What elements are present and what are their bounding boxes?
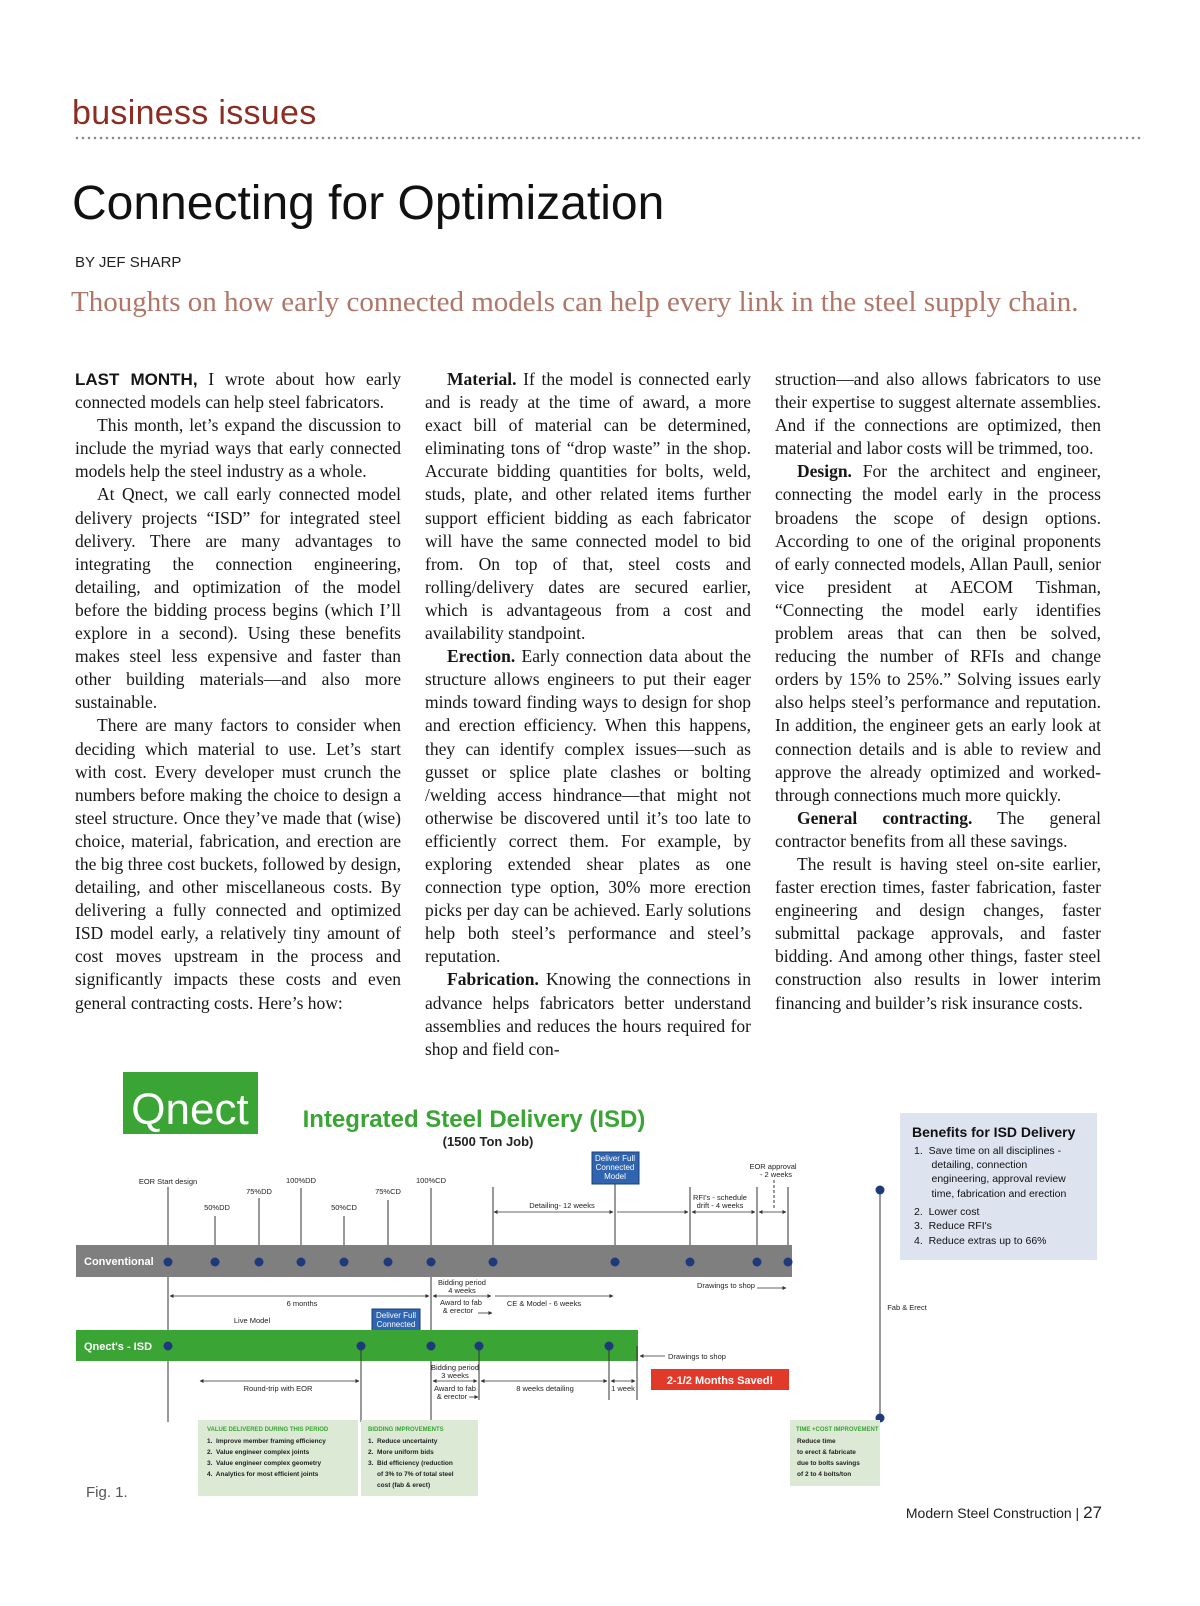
figure-subtitle: (1500 Ton Job) <box>442 1134 534 1149</box>
svg-text:Award to fab: Award to fab <box>440 1298 482 1307</box>
svg-text:1. Save time on all disciplin: 1. Save time on all disciplines - <box>914 1145 1062 1157</box>
svg-text:Model: Model <box>604 1172 626 1181</box>
paragraph-design: Design. For the architect and engineer, connecting the model early in the process broadens the scope of design options. According to one of the original proponents of early connected models, Allan Paull, senior vice president at AECOM Tishman, “Connecting the model early identifies problem areas that can then be solved, reducing the number of RFIs and change orders by 15% to 25%.” Solving issues early also helps steel’s performance and reputation. In addition, the engineer gets an early look at connection details and is able to review and approve the already optimized and worked-through connections much more quickly. <box>775 461 1101 805</box>
svg-text:6 months: 6 months <box>286 1299 318 1308</box>
svg-text:Live Model: Live Model <box>233 1316 271 1325</box>
svg-text:RFI's - schedule: RFI's - schedule <box>693 1193 747 1202</box>
svg-text:- 2 weeks: - 2 weeks <box>759 1170 793 1179</box>
svg-text:Connected: Connected <box>595 1163 635 1172</box>
section-label: business issues <box>72 94 317 132</box>
svg-text:2. Lower cost: 2. Lower cost <box>914 1206 980 1218</box>
deck-subtitle: Thoughts on how early connected models can help every link in the steel supply chain. <box>71 286 1079 318</box>
svg-text:EOR Start design: EOR Start design <box>138 1177 198 1186</box>
logo-text: Qnect <box>131 1085 249 1134</box>
svg-text:1. Improve member framing eff: 1. Improve member framing efficiency <box>207 1438 326 1445</box>
svg-text:Deliver Full: Deliver Full <box>594 1154 636 1163</box>
svg-text:& erector: & erector <box>442 1306 474 1315</box>
svg-text:Drawings to shop: Drawings to shop <box>697 1281 755 1290</box>
svg-text:100%CD: 100%CD <box>415 1176 447 1185</box>
page-number: 27 <box>1083 1503 1102 1522</box>
article-column-2 <box>425 368 751 1061</box>
paragraph-general-contracting: General contracting. The general contractor benefits from all these savings. <box>775 807 1102 851</box>
dotted-divider <box>74 136 1144 140</box>
svg-text:2. More uniform bids: 2. More uniform bids <box>368 1449 434 1456</box>
svg-text:& erector: & erector <box>436 1392 468 1401</box>
svg-text:4 weeks: 4 weeks <box>448 1286 476 1295</box>
svg-text:2. Value engineer complex joi: 2. Value engineer complex joints <box>207 1449 310 1456</box>
svg-text:TIME +COST IMPROVEMENT: TIME +COST IMPROVEMENT <box>796 1427 879 1433</box>
paragraph: At Qnect, we call early connected model delivery projects “ISD” for integrated steel delivery. There are many advantages to integrating the connection engineering, detailing, and optimization of the model before the bidding process begins (which I’ll explore in a second). Using these benefits makes steel less expensive and faster than other building materials—and also more sustainable. <box>75 484 401 713</box>
conventional-label: Conventional <box>84 1256 154 1268</box>
svg-text:4. Analytics for most efficie: 4. Analytics for most efficient joints <box>207 1471 319 1478</box>
svg-text:Detailing- 12 weeks: Detailing- 12 weeks <box>529 1201 595 1210</box>
figure-caption: Fig. 1. <box>86 1484 128 1501</box>
svg-text:Award to fab: Award to fab <box>434 1384 476 1393</box>
article-column-1 <box>75 368 401 1015</box>
paragraph: struction—and also allows fabricators to use their expertise to suggest alternate assemblies. And if the connections are optimized, then material and labor costs will be trimmed, too. <box>775 369 1101 459</box>
svg-text:75%CD: 75%CD <box>375 1187 401 1196</box>
svg-text:Bidding period: Bidding period <box>431 1363 479 1372</box>
paragraph-fabrication: Fabrication. Knowing the connections in advance helps fabricators better understand assemblies and reduces the hours required for shop and field con- <box>425 969 751 1059</box>
svg-text:Deliver Full: Deliver Full <box>375 1311 417 1320</box>
svg-text:3 weeks: 3 weeks <box>441 1371 469 1380</box>
article-column-3 <box>775 368 1101 1015</box>
svg-text:to erect & fabricate: to erect & fabricate <box>797 1449 856 1456</box>
svg-text:CE & Model - 6 weeks: CE & Model - 6 weeks <box>506 1299 582 1308</box>
svg-text:8 weeks detailing: 8 weeks detailing <box>516 1384 574 1393</box>
svg-text:Bidding period: Bidding period <box>438 1278 486 1287</box>
svg-text:Drawings to shop: Drawings to shop <box>668 1352 726 1361</box>
svg-text:Reduce time: Reduce time <box>797 1438 836 1445</box>
svg-text:of 2 to 4 bolts/ton: of 2 to 4 bolts/ton <box>797 1471 852 1478</box>
paragraph: There are many factors to consider when deciding which material to use. Let’s start with cost. Every developer must crunch the numbers before making the choice to design a steel structure. Once they’ve made that (wise) choice, material, fabrication, and erection are the big three cost buckets, followed by design, detailing, and other miscellaneous costs. By delivering a fully connected and optimized ISD model early, a relatively tiny amount of cost moves upstream in the process and significantly impacts these costs and even general contracting costs. Here’s how: <box>75 715 401 1013</box>
benefits-title: Benefits for ISD Delivery <box>912 1124 1076 1140</box>
paragraph: This month, let’s expand the discussion to include the myriad ways that early connected models help the steel industry as a whole. <box>75 415 401 482</box>
svg-text:50%DD: 50%DD <box>204 1203 230 1212</box>
page-footer: Modern Steel Construction | 27 <box>905 1503 1102 1522</box>
svg-text:detailing, connection: detailing, connection <box>914 1159 1028 1171</box>
isd-label: Qnect's - ISD <box>84 1341 153 1353</box>
byline: BY JEF SHARP <box>75 254 182 271</box>
svg-text:3. Reduce RFI's: 3. Reduce RFI's <box>914 1220 992 1232</box>
magazine-name: Modern Steel Construction <box>905 1505 1072 1521</box>
svg-text:engineering, approval review: engineering, approval review <box>914 1173 1066 1185</box>
paragraph: The result is having steel on-site earlier, faster erection times, faster fabrication, faster engineering and design changes, faster submittal package approvals, and faster bidding. And among other things, faster steel construction also results in lower interim financing and builder’s risk insurance costs. <box>775 853 1101 1013</box>
isd-figure <box>0 1060 1200 1500</box>
svg-text:1 week: 1 week <box>611 1384 635 1393</box>
svg-text:Fab & Erect: Fab & Erect <box>887 1303 927 1312</box>
svg-text:time, fabrication and erection: time, fabrication and erection <box>914 1188 1067 1200</box>
article-title: Connecting for Optimization <box>72 177 665 230</box>
figure-title: Integrated Steel Delivery (ISD) <box>302 1106 646 1133</box>
svg-text:drift - 4 weeks: drift - 4 weeks <box>696 1201 744 1210</box>
svg-text:EOR approval: EOR approval <box>749 1162 797 1171</box>
lead-in: LAST MONTH, <box>75 370 198 389</box>
svg-text:75%DD: 75%DD <box>246 1187 272 1196</box>
svg-text:50%CD: 50%CD <box>331 1203 357 1212</box>
svg-text:Round-trip with EOR: Round-trip with EOR <box>243 1384 313 1393</box>
svg-text:VALUE DELIVERED DURING THIS PE: VALUE DELIVERED DURING THIS PERIOD <box>207 1427 329 1433</box>
svg-text:100%DD: 100%DD <box>285 1176 317 1185</box>
svg-text:1. Reduce uncertainty: 1. Reduce uncertainty <box>368 1438 438 1445</box>
svg-text:3. Bid efficiency (reduction: 3. Bid efficiency (reduction <box>368 1460 453 1467</box>
svg-text:4. Reduce extras up to 66%: 4. Reduce extras up to 66% <box>914 1235 1047 1247</box>
svg-text:3. Value engineer complex geo: 3. Value engineer complex geometry <box>207 1460 322 1467</box>
svg-text:due to bolts savings: due to bolts savings <box>797 1460 860 1467</box>
svg-text:Connected: Connected <box>376 1320 416 1329</box>
svg-text:BIDDING IMPROVEMENTS: BIDDING IMPROVEMENTS <box>368 1427 444 1433</box>
svg-text:cost (fab & erect): cost (fab & erect) <box>368 1482 431 1489</box>
paragraph-material: Material. If the model is connected early and is ready at the time of award, a more exact bill of material can be determined, eliminating tons of “drop waste” in the shop. Accurate bidding quantities for bolts, weld, studs, plate, and other related items further support efficient bidding as each fabricator will have the same connected model to bid from. On top of that, steel costs and rolling/delivery dates are secured earlier, which is advantageous from a cost and availability standpoint. <box>425 369 751 644</box>
svg-text:of 3% to 7% of total steel: of 3% to 7% of total steel <box>368 1471 454 1478</box>
paragraph-erection: Erection. Early connection data about the structure allows engineers to put their eager minds toward finding ways to design for shop and erection efficiency. When this happens, they can identify complex issues—such as gusset or splice plate clashes or bolting /welding access hindrance—that might not otherwise be discovered until it’s too late to efficiently correct them. For example, by exploring extended shear plates as one connection type option, 30% more erection picks per day can be achieved. Early solutions help both steel’s performance and steel’s reputation. <box>425 646 751 967</box>
months-saved-text: 2-1/2 Months Saved! <box>666 1375 774 1387</box>
paragraph: LAST MONTH, I wrote about how early connected models can help steel fabricators. <box>75 369 402 413</box>
